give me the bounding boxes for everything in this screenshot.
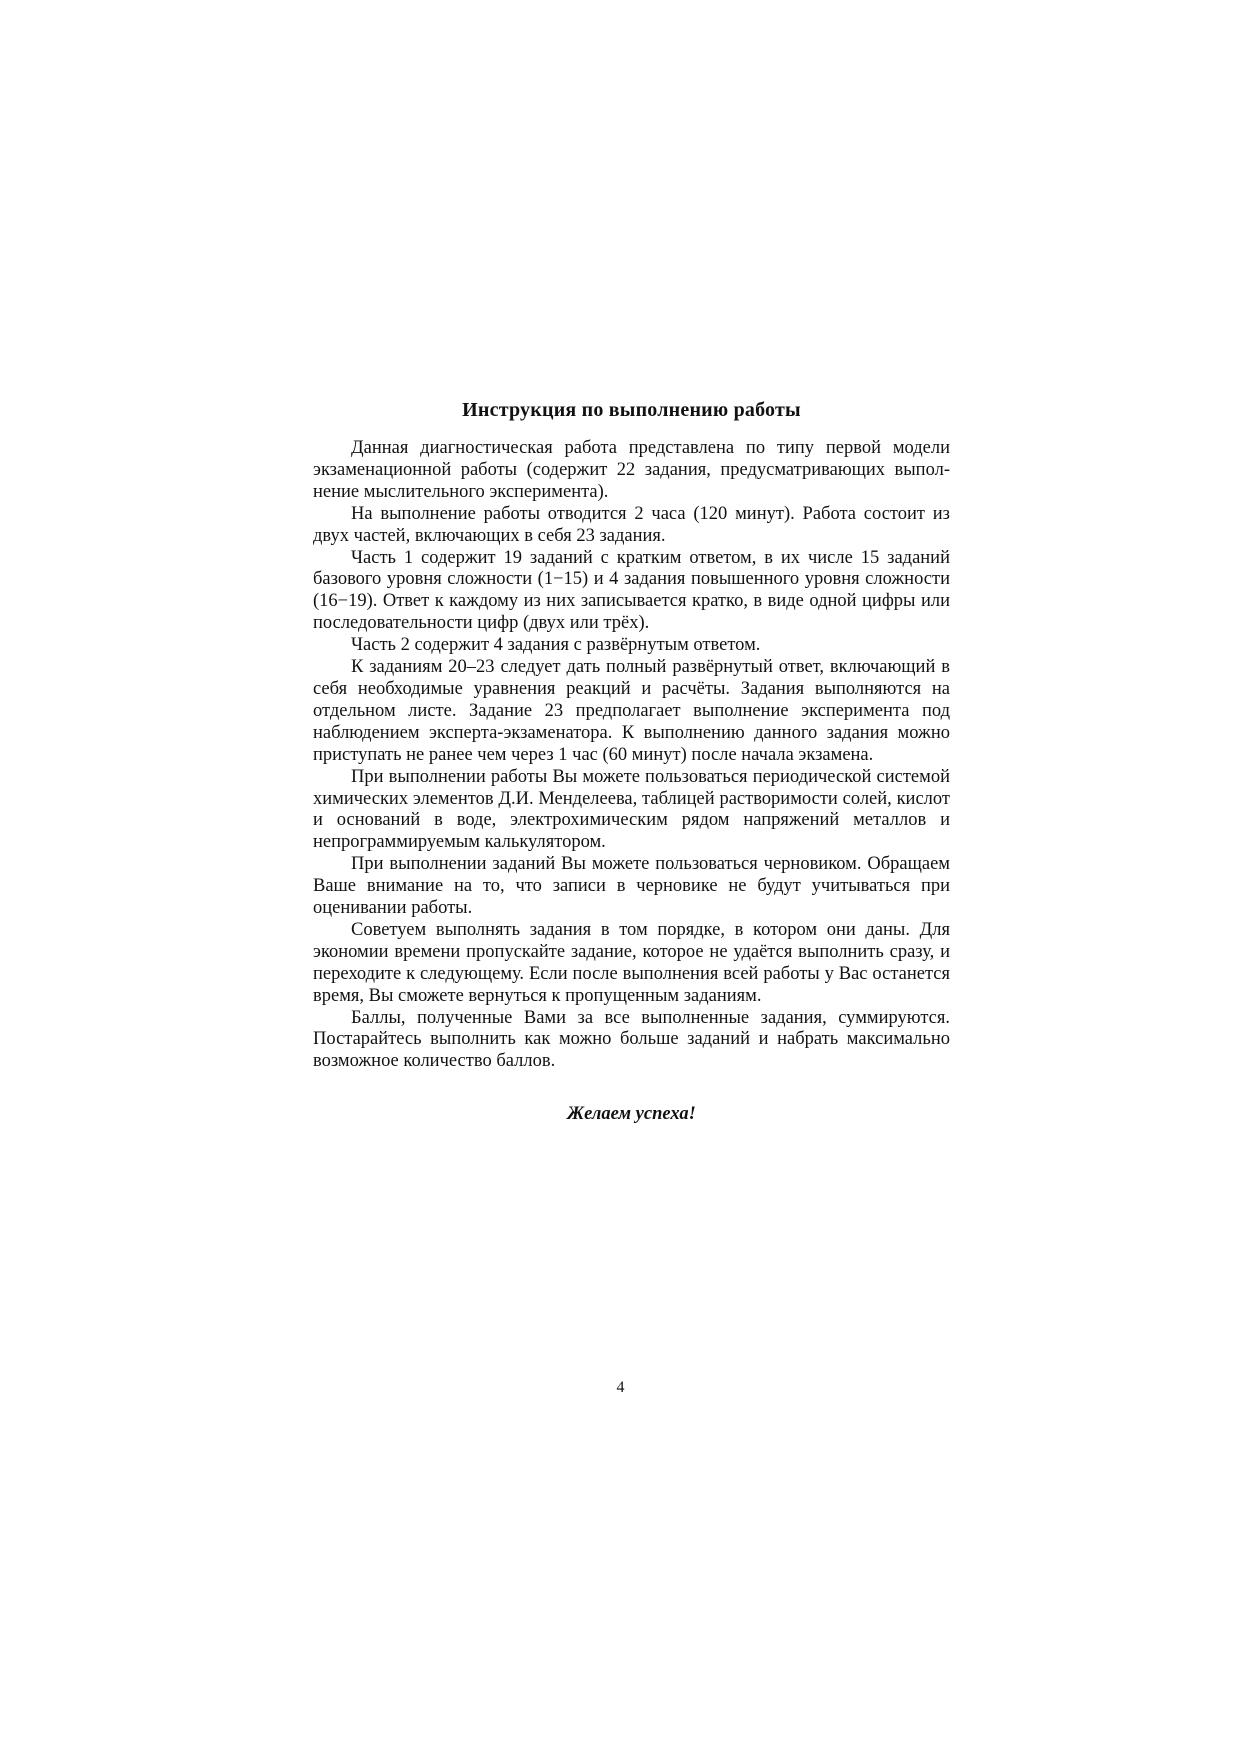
instruction-body [313, 438, 950, 1073]
page-number: 4 [616, 1379, 625, 1396]
paragraph-tasks-20-23: К заданиям 20–23 следует дать полный развёрнутый ответ, включающий в себя необходимые уравнения реакций и расчёты. Задания выполняются на отдельном листе. Задание 23 предполагает выполнение эксперимента под наблюдением эксперта-экзаменатора. К выполнению данного задания можно приступать не ранее чем через 1 час (60 минут) после начала экзамена. [313, 657, 950, 765]
paragraph-advice: Советуем выполнять задания в том порядке, в котором они даны. Для экономии времени пропускайте задание, которое не удаётся выполнить сразу, и переходите к следующему. Если после выполнения всей работы у Вас останется время, Вы сможете вернуться к пропущенным заданиям. [313, 919, 950, 1006]
paragraph-draft: При выполнении заданий Вы можете пользоваться черновиком. Обращаем Ваше внимание на то, что записи в черновике не будут учитываться при оценивании работы. [313, 854, 950, 919]
paragraph-part-1: Часть 1 содержит 19 заданий с кратким ответом, в их числе 15 заданий базового уровня сложности (1−15) и 4 задания повышенного уровня сложности (16−19). Ответ к каждому из них записывается кратко, в виде одной цифры или последовательности цифр (двух или трёх). [313, 547, 950, 634]
paragraph-allowed-materials: При выполнении работы Вы можете пользоваться периодической системой химических элементов Д.И. Менделеева, таблицей растворимости солей, кислот и оснований в воде, электрохимическим рядом напряжений металлов и непрограммируемым калькулятором. [313, 766, 950, 853]
paragraph-scoring: Баллы, полученные Вами за все выполненные задания, суммируются. Постарайтесь выполнить как можно больше заданий и набрать максимально возможное количество баллов. [313, 1007, 950, 1072]
paragraph-intro: Данная диагностическая работа представлена по типу первой модели экзаменационной работы (содержит 22 задания, предусматривающих выполнение мыслительного эксперимента). [313, 438, 950, 502]
paragraph-duration: На выполнение работы отводится 2 часа (120 минут). Работа состоит из двух частей, включающих в себя 23 задания. [313, 503, 950, 546]
instruction-section [313, 398, 950, 1125]
closing-wish: Желаем успеха! [567, 1104, 696, 1125]
page-title: Инструкция по выполнению работы [462, 399, 801, 421]
paragraph-part-2: Часть 2 содержит 4 задания с развёрнутым ответом. [351, 635, 761, 656]
